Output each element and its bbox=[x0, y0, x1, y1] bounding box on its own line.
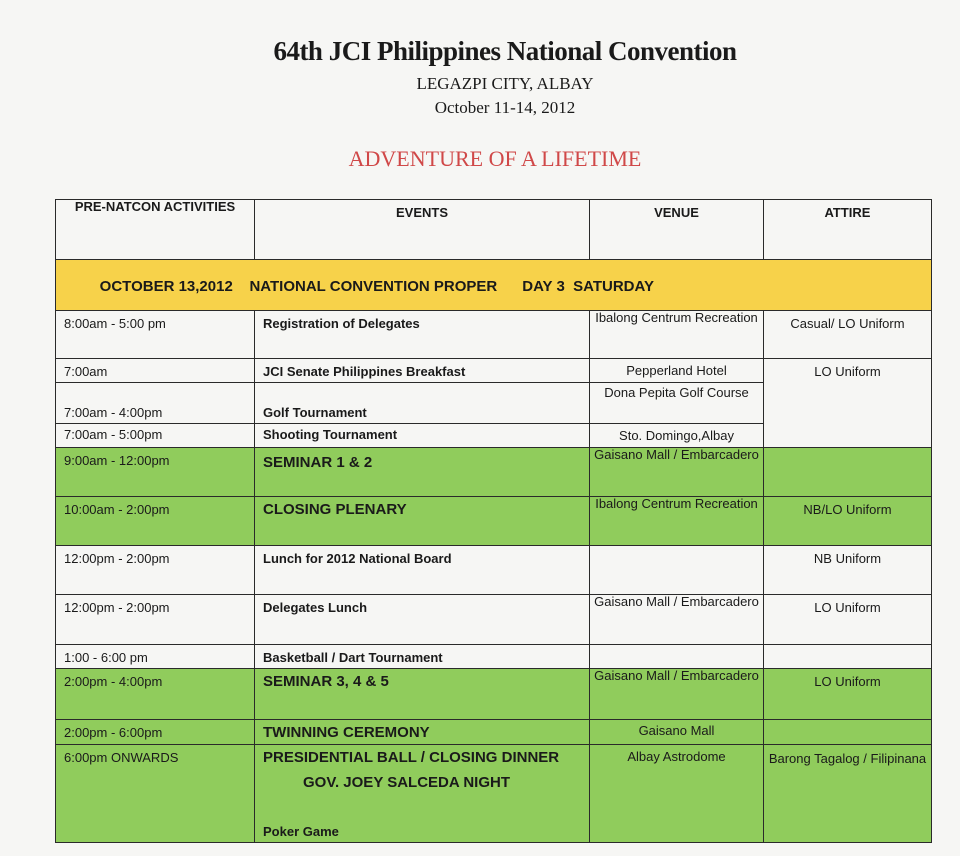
table-row bbox=[56, 359, 932, 383]
event-cell bbox=[255, 745, 590, 843]
table-row bbox=[56, 595, 932, 645]
venue-cell: Gaisano Mall / Embarcadero bbox=[590, 595, 764, 645]
event-cell: CLOSING PLENARY bbox=[255, 497, 590, 546]
time-cell: 2:00pm - 4:00pm bbox=[56, 669, 255, 720]
time-cell: 7:00am - 5:00pm bbox=[56, 424, 255, 448]
attire-cell: NB Uniform bbox=[764, 546, 932, 595]
time-cell: 8:00am - 5:00 pm bbox=[56, 311, 255, 359]
time-cell: 1:00 - 6:00 pm bbox=[56, 645, 255, 669]
venue-cell: Albay Astrodome bbox=[590, 745, 764, 843]
attire-cell: LO Uniform bbox=[764, 359, 932, 448]
table-row bbox=[56, 448, 932, 497]
time-cell: 7:00am - 4:00pm bbox=[56, 383, 255, 424]
venue-cell: Sto. Domingo,Albay bbox=[590, 424, 764, 448]
day-banner bbox=[56, 260, 932, 311]
event-cell: Delegates Lunch bbox=[255, 595, 590, 645]
attire-cell: NB/LO Uniform bbox=[764, 497, 932, 546]
dates-line: October 11-14, 2012 bbox=[434, 98, 576, 117]
table-row bbox=[56, 497, 932, 546]
event-cell: JCI Senate Philippines Breakfast bbox=[255, 359, 590, 383]
table-row bbox=[56, 720, 932, 745]
attire-cell: Casual/ LO Uniform bbox=[764, 311, 932, 359]
day-banner-row bbox=[56, 260, 932, 311]
event-cell: TWINNING CEREMONY bbox=[255, 720, 590, 745]
venue-cell: Dona Pepita Golf Course bbox=[590, 383, 764, 424]
table-row bbox=[56, 546, 932, 595]
schedule-table bbox=[55, 199, 932, 843]
event-cell: Registration of Delegates bbox=[255, 311, 590, 359]
time-cell: 9:00am - 12:00pm bbox=[56, 448, 255, 497]
table-row bbox=[56, 311, 932, 359]
attire-cell: LO Uniform bbox=[764, 669, 932, 720]
event-cell: Shooting Tournament bbox=[255, 424, 590, 448]
venue-cell bbox=[590, 546, 764, 595]
event-subtitle: GOV. JOEY SALCEDA NIGHT bbox=[303, 774, 510, 792]
header-row bbox=[56, 200, 932, 260]
attire-cell bbox=[764, 448, 932, 497]
table-row bbox=[56, 645, 932, 669]
time-cell: 10:00am - 2:00pm bbox=[56, 497, 255, 546]
column-header-venue: VENUE bbox=[590, 200, 764, 260]
attire-cell bbox=[764, 720, 932, 745]
venue-cell: Gaisano Mall bbox=[590, 720, 764, 745]
time-cell: 12:00pm - 2:00pm bbox=[56, 546, 255, 595]
theme-heading: ADVENTURE OF A LIFETIME bbox=[348, 146, 642, 171]
column-header-attire: ATTIRE bbox=[764, 200, 932, 260]
event-cell: SEMINAR 1 & 2 bbox=[255, 448, 590, 497]
venue-cell: Ibalong Centrum Recreation bbox=[590, 497, 764, 546]
event-title: PRESIDENTIAL BALL / CLOSING DINNER bbox=[263, 749, 560, 767]
attire-cell: LO Uniform bbox=[764, 595, 932, 645]
location-line: LEGAZPI CITY, ALBAY bbox=[416, 74, 594, 93]
event-cell: Basketball / Dart Tournament bbox=[255, 645, 590, 669]
column-header-events: EVENTS bbox=[255, 200, 590, 260]
document-title: 64th JCI Philippines National Convention bbox=[273, 36, 737, 66]
event-note: Poker Game bbox=[263, 824, 339, 840]
venue-cell bbox=[590, 645, 764, 669]
time-cell: 12:00pm - 2:00pm bbox=[56, 595, 255, 645]
venue-cell: Pepperland Hotel bbox=[590, 359, 764, 383]
event-cell: SEMINAR 3, 4 & 5 bbox=[255, 669, 590, 720]
day-banner-text: OCTOBER 13,2012 NATIONAL CONVENTION PROPER DAY 3 SATURDAY bbox=[99, 277, 654, 295]
time-cell: 7:00am bbox=[56, 359, 255, 383]
event-cell: Golf Tournament bbox=[255, 383, 590, 424]
venue-cell: Ibalong Centrum Recreation bbox=[590, 311, 764, 359]
attire-cell: Barong Tagalog / Filipinana bbox=[764, 745, 932, 843]
attire-cell bbox=[764, 645, 932, 669]
venue-cell: Gaisano Mall / Embarcadero bbox=[590, 448, 764, 497]
time-cell: 6:00pm ONWARDS bbox=[56, 745, 255, 843]
table-row bbox=[56, 745, 932, 843]
table-row bbox=[56, 669, 932, 720]
venue-cell: Gaisano Mall / Embarcadero bbox=[590, 669, 764, 720]
event-cell: Lunch for 2012 National Board bbox=[255, 546, 590, 595]
column-header-activities: PRE-NATCON ACTIVITIES bbox=[56, 200, 255, 260]
time-cell: 2:00pm - 6:00pm bbox=[56, 720, 255, 745]
